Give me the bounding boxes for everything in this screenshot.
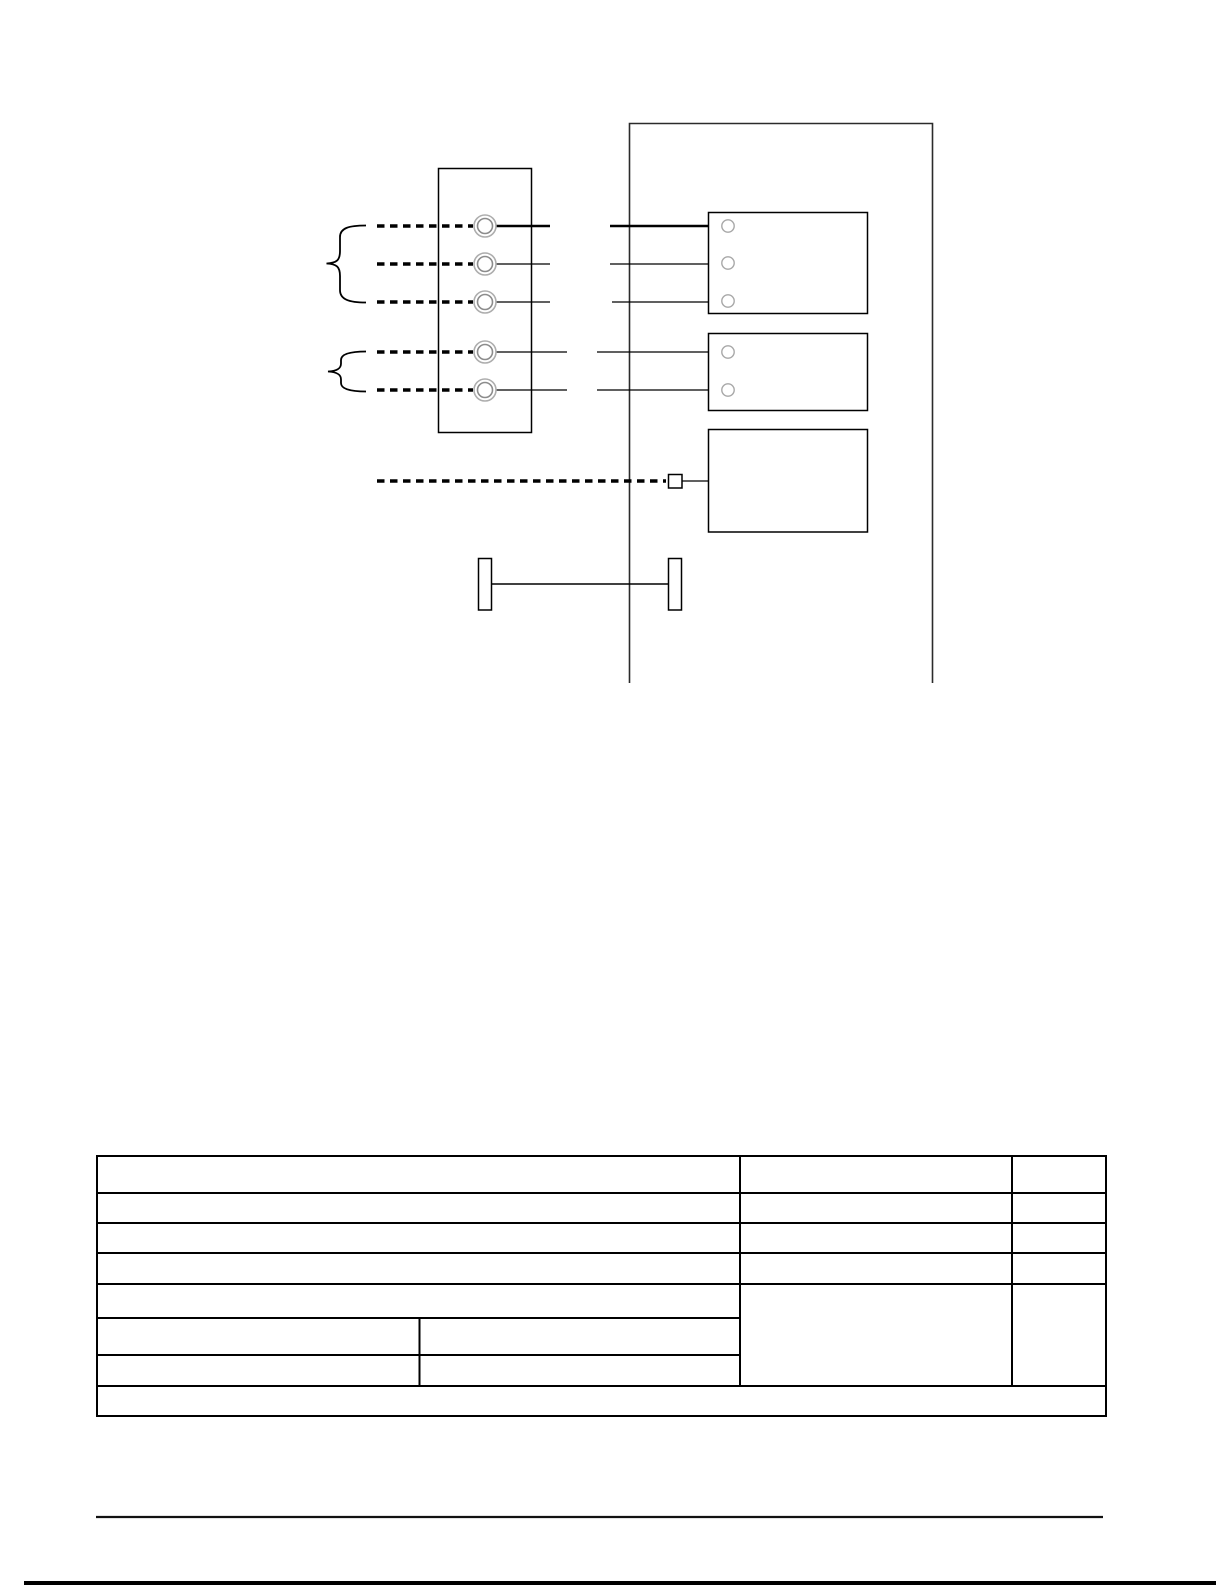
page-bottom-scan-bar [24, 1581, 1216, 1585]
device1-port-2 [722, 257, 734, 269]
device-box-2 [709, 334, 868, 411]
curly-brace-group2-icon [328, 352, 366, 392]
title-block-table [97, 1156, 1106, 1416]
device-box-3 [709, 430, 868, 533]
link-bar-right [669, 559, 682, 611]
device1-port-3 [722, 295, 734, 307]
connector-square [669, 475, 683, 489]
curly-brace-group1-icon [327, 226, 367, 303]
terminal-screw-3 [474, 291, 496, 313]
device2-port-2 [722, 384, 734, 396]
terminal-screw-1 [474, 215, 496, 237]
link-bar-left [479, 559, 492, 611]
table-outer-border [97, 1156, 1106, 1416]
terminal-screw-2 [474, 253, 496, 275]
device2-port-1 [722, 346, 734, 358]
terminal-screw-5 [474, 379, 496, 401]
wiring-diagram [327, 124, 933, 684]
device1-port-1 [722, 220, 734, 232]
terminal-screw-4 [474, 341, 496, 363]
